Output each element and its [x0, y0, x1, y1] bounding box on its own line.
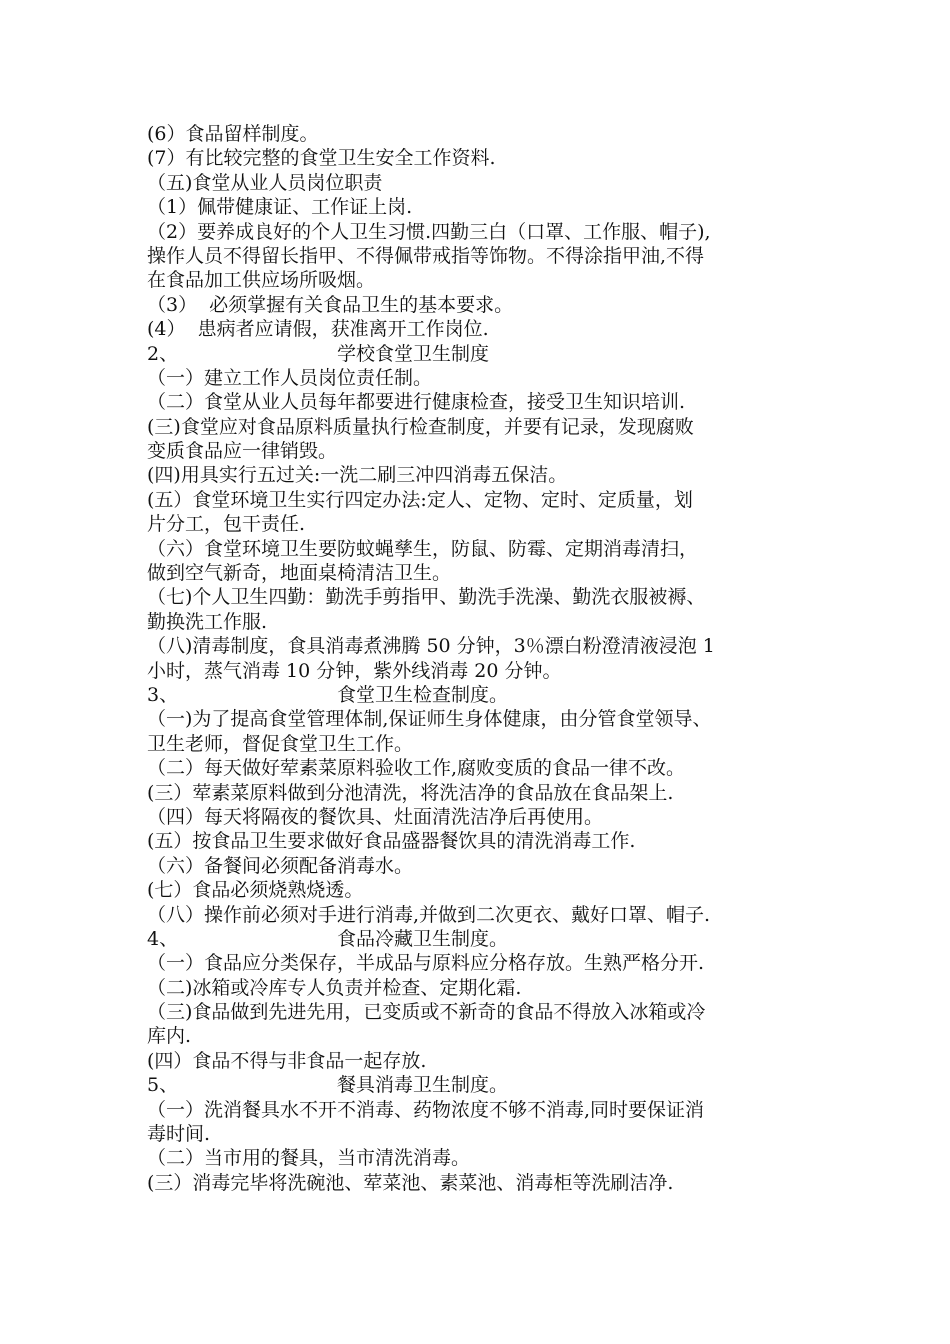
text-line: 在食品加工供应场所吸烟。 — [147, 269, 376, 292]
document-page — [147, 122, 827, 1195]
text-line: 操作人员不得留长指甲、不得佩带戒指等饰物。不得涂指甲油,不得 — [147, 244, 705, 267]
text-line: (四)用具实行五过关:一洗二刷三冲四消毒五保洁。 — [147, 464, 568, 487]
text-line: (三）荤素菜原料做到分池清洗，将洗洁净的食品放在食品架上. — [147, 781, 674, 804]
section-number: 4、 — [147, 927, 179, 950]
text-line: （3） 必须掌握有关食品卫生的基本要求。 — [147, 293, 514, 316]
text-line: 变质食品应一律销毁。 — [147, 440, 338, 463]
text-line: (三)食堂应对食品原料质量执行检查制度，并要有记录，发现腐败 — [147, 415, 694, 438]
section-number: 5、 — [147, 1074, 179, 1097]
text-line: 做到空气新奇，地面桌椅清洁卫生。 — [147, 562, 452, 585]
text-line: (7）有比较完整的食堂卫生安全工作资料. — [147, 147, 496, 170]
text-line: （六）食堂环境卫生要防蚊蝇孳生，防鼠、防霉、定期消毒清扫， — [147, 537, 699, 560]
section-number: 2、 — [147, 342, 179, 365]
text-line: 勤换洗工作服. — [147, 610, 268, 633]
section-title: 食品冷藏卫生制度。 — [337, 927, 509, 950]
text-line: (4） 患病者应请假，获准离开工作岗位. — [147, 318, 489, 341]
text-line: (五）按食品卫生要求做好食品盛器餐饮具的清洗消毒工作. — [147, 830, 636, 853]
text-line: (三）消毒完毕将洗碗池、荤菜池、素菜池、消毒柜等洗刷洁净. — [147, 1171, 674, 1194]
text-line: （六）备餐间必须配备消毒水。 — [147, 854, 414, 877]
text-line: (七）食品必须烧熟烧透。 — [147, 879, 364, 902]
section-title: 食堂卫生检查制度。 — [337, 683, 509, 706]
section-heading — [147, 342, 827, 366]
text-line: 卫生老师，督促食堂卫生工作。 — [147, 732, 414, 755]
text-line: （一)为了提高食堂管理体制,保证师生身体健康，由分管食堂领导、 — [147, 708, 712, 731]
section-heading — [147, 1073, 827, 1097]
text-line: （八)清毒制度，食具消毒煮沸腾 50 分钟，3％漂白粉澄清液浸泡 1 — [147, 635, 715, 658]
section-heading — [147, 927, 827, 951]
text-line: (四）食品不得与非食品一起存放. — [147, 1049, 427, 1072]
section-heading — [147, 683, 827, 707]
text-line: （八）操作前必须对手进行消毒,并做到二次更衣、戴好口罩、帽子. — [147, 903, 711, 926]
text-line: （一）洗消餐具水不开不消毒、药物浓度不够不消毒,同时要保证消 — [147, 1098, 705, 1121]
text-line: 小时，蒸气消毒 10 分钟，紫外线消毒 20 分钟。 — [147, 659, 562, 682]
text-line: (6）食品留样制度。 — [147, 123, 319, 145]
text-line: 片分工，包干责任. — [147, 513, 306, 536]
text-line: （一）建立工作人员岗位责任制。 — [147, 366, 433, 389]
text-line: 毒时间. — [147, 1123, 211, 1146]
text-line: （四）每天将隔夜的餐饮具、灶面清洗洁净后再使用。 — [147, 805, 604, 828]
text-line: （二)冰箱或冷库专人负责并检查、定期化霜. — [147, 976, 522, 999]
text-line: (五）食堂环境卫生实行四定办法:定人、定物、定时、定质量，划 — [147, 488, 693, 511]
text-line: （2）要养成良好的个人卫生习惯.四勤三白（口罩、工作服、帽子), — [147, 220, 711, 243]
section-title: 学校食堂卫生制度 — [337, 342, 490, 365]
text-line: （七)个人卫生四勤：勤洗手剪指甲、勤洗手洗澡、勤洗衣服被褥、 — [147, 586, 706, 609]
text-line: （三)食品做到先进先用，已变质或不新奇的食品不得放入冰箱或冷 — [147, 1001, 706, 1024]
text-line: （二）每天做好荤素菜原料验收工作,腐败变质的食品一律不改。 — [147, 757, 686, 780]
text-line: 库内. — [147, 1025, 192, 1048]
text-line: （二）食堂从业人员每年都要进行健康检查，接受卫生知识培训. — [147, 391, 686, 414]
text-line: （二）当市用的餐具，当市清洗消毒。 — [147, 1147, 471, 1170]
text-line: （1）佩带健康证、工作证上岗. — [147, 196, 413, 219]
text-line: （一）食品应分类保存，半成品与原料应分格存放。生熟严格分开. — [147, 952, 705, 975]
section-number: 3、 — [147, 683, 179, 706]
text-line: （五)食堂从业人员岗位职责 — [147, 171, 383, 194]
section-title: 餐具消毒卫生制度。 — [337, 1074, 509, 1097]
